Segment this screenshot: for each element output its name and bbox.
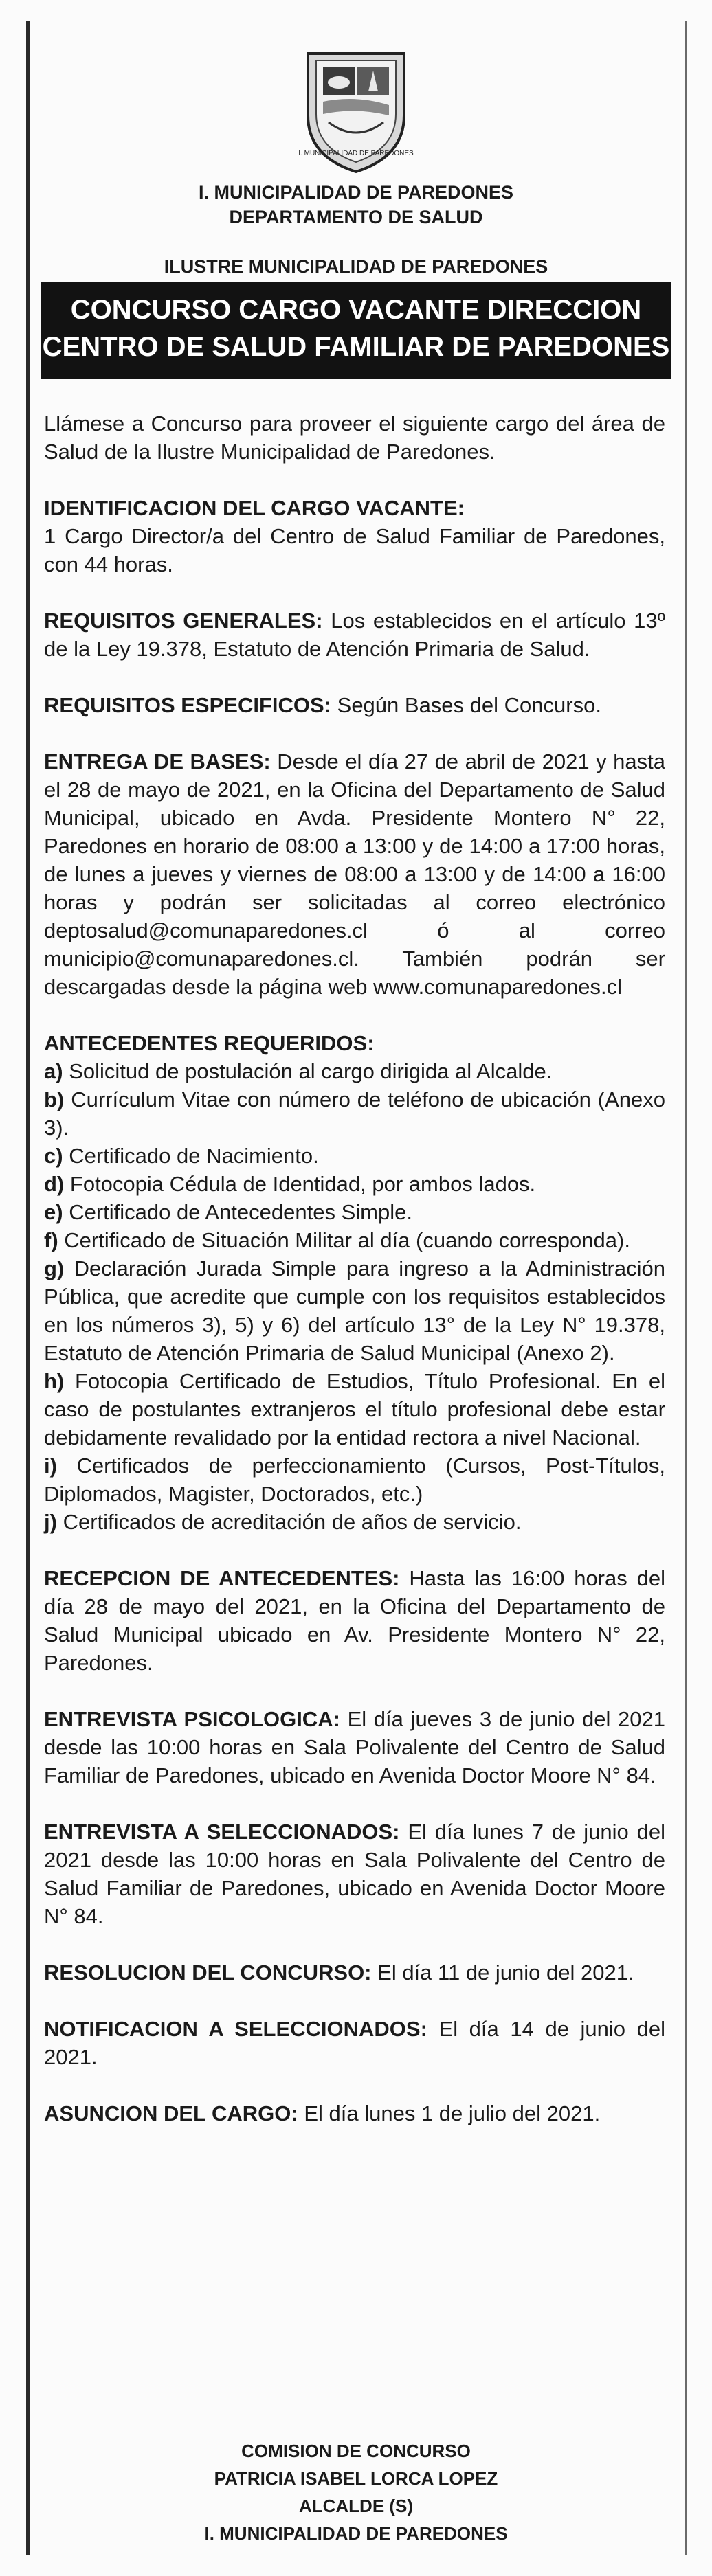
left-border-line bbox=[26, 21, 30, 2555]
recepcion-text: Hasta las 16:00 horas del día 28 de mayo del 2021, en la Oficina del Departamento de Salud Municipal ubicado en Av. Presidente Montero N° 22, Paredones. bbox=[44, 1566, 665, 1675]
intro-paragraph: Llámese a Concurso para proveer el siguiente cargo del área de Salud de la Ilustre Municipalidad de Paredones. bbox=[44, 411, 665, 464]
list-item-letter: j) bbox=[44, 1510, 57, 1534]
list-item-letter: f) bbox=[44, 1228, 58, 1252]
list-item-letter: d) bbox=[44, 1172, 65, 1196]
list-item-text: Solicitud de postulación al cargo dirigida al Alcalde. bbox=[69, 1059, 553, 1083]
list-item bbox=[44, 1198, 665, 1226]
signature-block bbox=[41, 2437, 671, 2547]
list-item-letter: i) bbox=[44, 1454, 57, 1478]
seal-text: I. MUNICIPALIDAD DE PAREDONES bbox=[298, 150, 414, 157]
entrevista-seleccionados-heading: ENTREVISTA A SELECCIONADOS: bbox=[44, 1820, 400, 1844]
section-resolucion bbox=[44, 1958, 665, 1987]
title-banner bbox=[41, 282, 671, 379]
list-item bbox=[44, 1170, 665, 1198]
section-identificacion bbox=[44, 494, 665, 578]
notificacion-heading: NOTIFICACION A SELECCIONADOS: bbox=[44, 2017, 427, 2041]
list-item-text: Certificados de perfeccionamiento (Cursos, Post-Títulos, Diplomados, Magister, Doctorados, etc.) bbox=[44, 1454, 665, 1506]
municipal-seal-logo bbox=[287, 40, 425, 177]
requisitos-generales-heading: REQUISITOS GENERALES: bbox=[44, 609, 323, 633]
list-item bbox=[44, 1254, 665, 1367]
list-item-letter: b) bbox=[44, 1087, 65, 1111]
list-item-text: Fotocopia Cédula de Identidad, por ambos lados. bbox=[69, 1172, 536, 1196]
list-item bbox=[44, 1057, 665, 1085]
list-item-text: Certificados de acreditación de años de servicio. bbox=[63, 1510, 522, 1534]
asuncion-text: El día lunes 1 de julio del 2021. bbox=[304, 2101, 601, 2125]
section-entrega-bases bbox=[44, 747, 665, 1001]
requisitos-generales-text: Los establecidos en el artículo 13º de la Ley 19.378, Estatuto de Atención Primaria de Salud. bbox=[44, 609, 665, 661]
signature-line3: ALCALDE (S) bbox=[298, 2496, 414, 2516]
resolucion-heading: RESOLUCION DEL CONCURSO: bbox=[44, 1961, 372, 1985]
section-requisitos-generales bbox=[44, 607, 665, 663]
banner-title-line1: CONCURSO CARGO VACANTE DIRECCION bbox=[70, 295, 642, 325]
list-item-letter: g) bbox=[44, 1256, 65, 1280]
right-border-line bbox=[685, 21, 687, 2555]
list-item bbox=[44, 1142, 665, 1170]
list-item-text: Certificado de Antecedentes Simple. bbox=[69, 1200, 412, 1224]
recepcion-heading: RECEPCION DE ANTECEDENTES: bbox=[44, 1566, 400, 1590]
identificacion-heading: IDENTIFICACION DEL CARGO VACANTE: bbox=[44, 496, 465, 520]
list-item-text: Fotocopia Certificado de Estudios, Título Profesional. En el caso de postulantes extranjeros el título profesional debe estar debidamente revalidado por la entidad rectora a nivel Nacional. bbox=[44, 1369, 665, 1449]
signature-line4: I. MUNICIPALIDAD DE PAREDONES bbox=[204, 2523, 508, 2544]
list-item-text: Certificado de Nacimiento. bbox=[69, 1144, 319, 1168]
list-item-text: Certificado de Situación Militar al día (cuando corresponda). bbox=[64, 1228, 630, 1252]
banner-title-line2: CENTRO DE SALUD FAMILIAR DE PAREDONES bbox=[42, 332, 670, 362]
list-item-letter: e) bbox=[44, 1200, 63, 1224]
signature-line1: COMISION DE CONCURSO bbox=[241, 2441, 471, 2461]
list-item-letter: c) bbox=[44, 1144, 63, 1168]
requisitos-especificos-text: Según Bases del Concurso. bbox=[337, 693, 601, 717]
section-entrevista-psicologica bbox=[44, 1705, 665, 1789]
entrega-bases-text: Desde el día 27 de abril de 2021 y hasta el 28 de mayo de 2021, en la Oficina del Departamento de Salud Municipal, ubicado en Avda. Presidente Montero N° 22, Paredones en horario de 08:00 a 13:00 y de 14:00 a 17:00 horas, de lunes a jueves y viernes de 08:00 a 13:00 y de 14:00 a 16:00 horas y podrán ser solicitadas al correo electrónico deptosalud@comunaparedones.cl ó al correo municipio@comunaparedones.cl. También podrán ser descargadas desde la página web www.comunaparedones.cl bbox=[44, 749, 665, 999]
list-item bbox=[44, 1226, 665, 1254]
header-org-line2: DEPARTAMENTO DE SALUD bbox=[229, 207, 483, 227]
list-item bbox=[44, 1085, 665, 1142]
antecedentes-heading: ANTECEDENTES REQUERIDOS: bbox=[44, 1031, 375, 1055]
section-recepcion bbox=[44, 1564, 665, 1677]
signature-line2: PATRICIA ISABEL LORCA LOPEZ bbox=[214, 2468, 498, 2489]
section-antecedentes bbox=[44, 1029, 665, 1536]
identificacion-text: 1 Cargo Director/a del Centro de Salud Familiar de Paredones, con 44 horas. bbox=[44, 524, 665, 576]
list-item bbox=[44, 1451, 665, 1508]
section-entrevista-seleccionados bbox=[44, 1818, 665, 1930]
asuncion-heading: ASUNCION DEL CARGO: bbox=[44, 2101, 298, 2125]
list-item-text: Declaración Jurada Simple para ingreso a la Administración Pública, que acredite que cumple con los requisitos establecidos en los números 3), 5) y 6) del artículo 13° de la Ley N° 19.378, Estatuto de Atención Primaria de Salud Municipal (Anexo 2). bbox=[44, 1256, 665, 1365]
list-item-text: Currículum Vitae con número de teléfono de ubicación (Anexo 3). bbox=[44, 1087, 665, 1140]
section-requisitos-especificos bbox=[44, 691, 665, 719]
entrevista-psicologica-heading: ENTREVISTA PSICOLOGICA: bbox=[44, 1707, 340, 1731]
header-org-line3: ILUSTRE MUNICIPALIDAD DE PAREDONES bbox=[164, 256, 548, 277]
notice-body bbox=[44, 409, 665, 2156]
header-org-line1: I. MUNICIPALIDAD DE PAREDONES bbox=[198, 182, 514, 203]
requisitos-especificos-heading: REQUISITOS ESPECIFICOS: bbox=[44, 693, 332, 717]
list-item-letter: h) bbox=[44, 1369, 65, 1393]
entrega-bases-heading: ENTREGA DE BASES: bbox=[44, 749, 271, 773]
entrevista-seleccionados-text: El día lunes 7 de junio del 2021 desde las 10:00 horas en Sala Polivalente del Centro de Salud Familiar de Paredones, ubicado en Avenida Doctor Moore N° 84. bbox=[44, 1820, 665, 1928]
list-item-letter: a) bbox=[44, 1059, 63, 1083]
section-asuncion bbox=[44, 2099, 665, 2127]
section-notificacion bbox=[44, 2015, 665, 2071]
list-item bbox=[44, 1367, 665, 1451]
entrevista-psicologica-text: El día jueves 3 de junio del 2021 desde las 10:00 horas en Sala Polivalente del Centro de Salud Familiar de Paredones, ubicado en Avenida Doctor Moore N° 84. bbox=[44, 1707, 666, 1787]
list-item bbox=[44, 1508, 665, 1536]
notificacion-text: El día 14 de junio del 2021. bbox=[44, 2017, 665, 2069]
resolucion-text: El día 11 de junio del 2021. bbox=[377, 1961, 634, 1985]
